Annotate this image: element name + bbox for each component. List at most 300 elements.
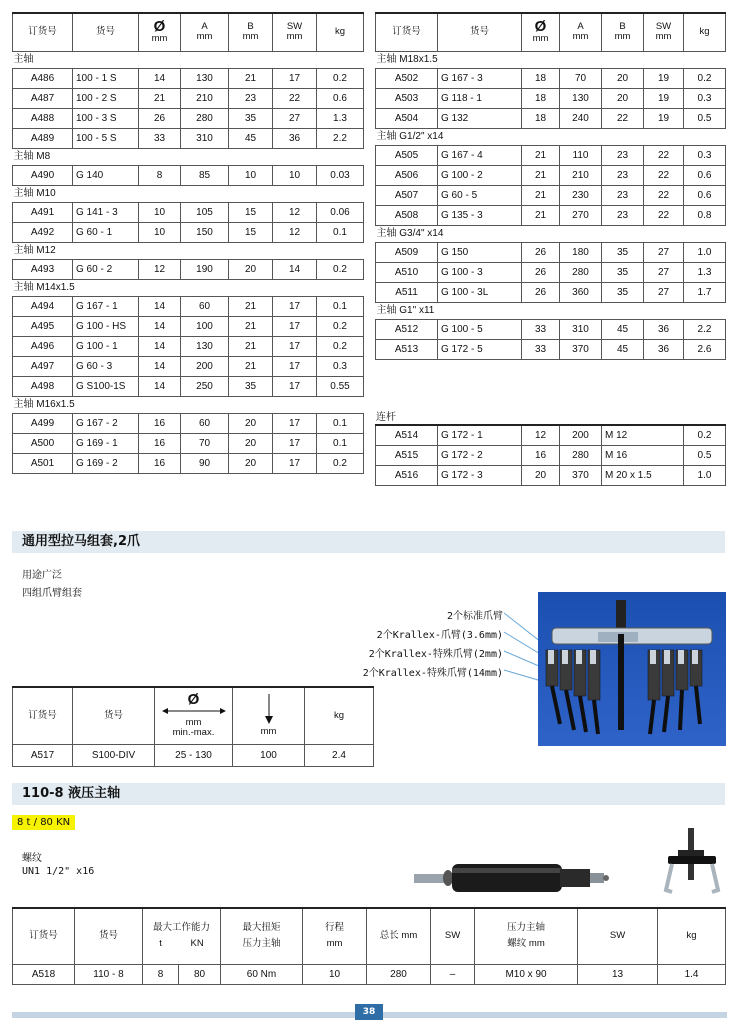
table-row xyxy=(13,165,364,185)
table-cell: A507 xyxy=(376,185,438,205)
col-kg: kg xyxy=(658,908,726,964)
table-cell: 26 xyxy=(139,108,181,128)
table-cell: 17 xyxy=(273,433,317,453)
table-cell: 17 xyxy=(273,336,317,356)
table-cell: 18 xyxy=(522,88,560,108)
table-cell: 21 xyxy=(522,145,560,165)
table-row xyxy=(13,202,364,222)
table-cell: 17 xyxy=(273,296,317,316)
table-cell: A498 xyxy=(13,376,73,396)
table-row xyxy=(13,356,364,376)
table-cell: 1.3 xyxy=(684,262,726,282)
table-cell: G 141 - 3 xyxy=(73,202,139,222)
col-header: kg xyxy=(684,13,726,51)
table-cell: 110 xyxy=(560,145,602,165)
table-cell: G 169 - 2 xyxy=(73,453,139,473)
table-cell: 17 xyxy=(273,356,317,376)
table-row: A517 S100-DIV 25 - 130 100 2.4 xyxy=(13,744,374,766)
section-label: 主轴 M10 xyxy=(13,188,56,199)
table-cell: 10 xyxy=(273,165,317,185)
table-row xyxy=(376,68,726,88)
col-header: SW mm xyxy=(273,13,317,51)
table-cell: 210 xyxy=(560,165,602,185)
table-cell: 270 xyxy=(560,205,602,225)
table-cell: 45 xyxy=(602,319,644,339)
table-cell: 23 xyxy=(229,88,273,108)
table-cell: G S100-1S xyxy=(73,376,139,396)
table-cell: 22 xyxy=(644,145,684,165)
table-cell: 23 xyxy=(602,205,644,225)
table-cell: G 167 - 3 xyxy=(438,68,522,88)
col-header: kg xyxy=(317,13,364,51)
table-row xyxy=(376,88,726,108)
table-cell: A488 xyxy=(13,108,73,128)
table-cell: 36 xyxy=(273,128,317,148)
section-row xyxy=(13,279,364,296)
table-cell: 27 xyxy=(644,282,684,302)
table-cell: 130 xyxy=(181,336,229,356)
table-cell: 17 xyxy=(273,316,317,336)
table-cell: 14 xyxy=(139,296,181,316)
table-cell: 10 xyxy=(139,202,181,222)
table-row xyxy=(13,433,364,453)
table-cell: 100 - 5 S xyxy=(73,128,139,148)
table-cell: 370 xyxy=(560,339,602,359)
table-cell: 1.0 xyxy=(684,465,726,485)
puller-with-spindle-photo xyxy=(662,828,722,898)
table-cell: 45 xyxy=(229,128,273,148)
col-header: SW mm xyxy=(644,13,684,51)
table-cell: G 118 - 1 xyxy=(438,88,522,108)
table-row xyxy=(376,108,726,128)
rod-section-title: 连杆 xyxy=(376,412,396,423)
table-cell: 0.8 xyxy=(684,205,726,225)
table-cell: 0.2 xyxy=(684,425,726,445)
table-cell: 8 xyxy=(139,165,181,185)
table-cell: 19 xyxy=(644,88,684,108)
table-cell: A501 xyxy=(13,453,73,473)
table-cell: 2.2 xyxy=(317,128,364,148)
diameter-icon: Ø xyxy=(153,18,166,36)
table-row xyxy=(13,376,364,396)
table-cell: 22 xyxy=(602,108,644,128)
table-cell: G 132 xyxy=(438,108,522,128)
table-cell: 1.0 xyxy=(684,242,726,262)
table-cell: G 60 - 1 xyxy=(73,222,139,242)
table-cell: 0.1 xyxy=(317,222,364,242)
thread-label: 螺纹 xyxy=(22,853,42,864)
table-cell: 17 xyxy=(273,413,317,433)
table-cell: 45 xyxy=(602,339,644,359)
table-cell: 23 xyxy=(602,185,644,205)
section-row xyxy=(13,51,364,68)
table-cell: 33 xyxy=(522,339,560,359)
table-cell: 22 xyxy=(273,88,317,108)
table-cell: A511 xyxy=(376,282,438,302)
hydraulic-spindle-photo xyxy=(410,860,610,896)
table-cell: 200 xyxy=(181,356,229,376)
table-cell: 21 xyxy=(229,68,273,88)
table-cell: 27 xyxy=(644,262,684,282)
table-cell: 20 xyxy=(522,465,560,485)
callout-2: 2个Krallex-爪臂(3.6mm) xyxy=(376,630,503,641)
puller-desc-2: 四组爪臂组套 xyxy=(22,588,82,599)
table-cell: G 172 - 5 xyxy=(438,339,522,359)
table-cell: G 100 - 2 xyxy=(438,165,522,185)
table-cell: 150 xyxy=(181,222,229,242)
table-row xyxy=(376,185,726,205)
table-cell: 21 xyxy=(229,356,273,376)
table-cell: A502 xyxy=(376,68,438,88)
table-row xyxy=(376,282,726,302)
table-cell: 26 xyxy=(522,282,560,302)
table-cell: 90 xyxy=(181,453,229,473)
table-cell: 180 xyxy=(560,242,602,262)
section-label: 主轴 G1" x11 xyxy=(376,305,435,316)
down-arrow-icon xyxy=(264,694,274,724)
section-label: 主轴 M8 xyxy=(13,151,51,162)
table-cell: G 60 - 3 xyxy=(73,356,139,376)
table-cell: 0.2 xyxy=(684,68,726,88)
section-row xyxy=(13,148,364,165)
col-header: 货号 xyxy=(438,13,522,51)
table-row xyxy=(376,242,726,262)
table-cell: A487 xyxy=(13,88,73,108)
table-cell: A491 xyxy=(13,202,73,222)
table-cell: A509 xyxy=(376,242,438,262)
table-cell: 27 xyxy=(273,108,317,128)
table-cell: 105 xyxy=(181,202,229,222)
table-row xyxy=(13,222,364,242)
table-row xyxy=(376,262,726,282)
table-cell: 310 xyxy=(560,319,602,339)
table-cell: 12 xyxy=(273,222,317,242)
table-cell: 70 xyxy=(560,68,602,88)
section-label: 主轴 G3/4" x14 xyxy=(376,228,444,239)
section-label: 主轴 xyxy=(13,54,34,65)
col-header: B mm xyxy=(229,13,273,51)
table-cell: 23 xyxy=(602,145,644,165)
table-cell: 0.6 xyxy=(684,165,726,185)
table-cell: 85 xyxy=(181,165,229,185)
table-row xyxy=(13,259,364,279)
table-cell: 100 - 3 S xyxy=(73,108,139,128)
table-cell: G 100 - HS xyxy=(73,316,139,336)
table-cell: G 172 - 2 xyxy=(438,445,522,465)
table-cell: 21 xyxy=(522,185,560,205)
table-cell: 18 xyxy=(522,108,560,128)
col-header: Ø mm xyxy=(139,13,181,51)
table-cell: 22 xyxy=(644,185,684,205)
table-cell: 0.1 xyxy=(317,413,364,433)
table-cell: 17 xyxy=(273,376,317,396)
col-header: A mm xyxy=(181,13,229,51)
section-label: 主轴 M14x1.5 xyxy=(13,282,75,293)
table-cell: 14 xyxy=(139,336,181,356)
section-row xyxy=(13,396,364,413)
table-cell: G 172 - 3 xyxy=(438,465,522,485)
table-cell: 100 xyxy=(181,316,229,336)
table-cell: 21 xyxy=(139,88,181,108)
spindle-table-left xyxy=(12,12,364,474)
table-cell: G 167 - 2 xyxy=(73,413,139,433)
table-cell: 12 xyxy=(273,202,317,222)
table-cell: 10 xyxy=(229,165,273,185)
table-cell: 20 xyxy=(229,413,273,433)
table-cell: 14 xyxy=(139,376,181,396)
table-cell: G 150 xyxy=(438,242,522,262)
table-cell: 19 xyxy=(644,68,684,88)
thread-value: UN1 1/2" x16 xyxy=(22,866,95,877)
table-cell: 60 xyxy=(181,413,229,433)
table-row xyxy=(13,108,364,128)
table-cell: A503 xyxy=(376,88,438,108)
callout-3: 2个Krallex-特殊爪臂(2mm) xyxy=(368,649,503,660)
table-cell: A494 xyxy=(13,296,73,316)
table-cell: A506 xyxy=(376,165,438,185)
table-cell: 21 xyxy=(229,336,273,356)
table-cell: G 100 - 1 xyxy=(73,336,139,356)
section-row xyxy=(376,51,726,68)
callout-4: 2个Krallex-特殊爪臂(14mm) xyxy=(362,668,503,679)
diameter-icon: Ø xyxy=(534,18,547,36)
table-cell: G 60 - 2 xyxy=(73,259,139,279)
table-cell: M 16 xyxy=(602,445,684,465)
col-kg: kg xyxy=(305,687,374,744)
table-cell: 35 xyxy=(602,262,644,282)
table-cell: 12 xyxy=(522,425,560,445)
table-cell: 360 xyxy=(560,282,602,302)
table-cell: A499 xyxy=(13,413,73,433)
table-cell: 33 xyxy=(139,128,181,148)
callout-1: 2个标准爪臂 xyxy=(446,611,503,622)
table-cell: A510 xyxy=(376,262,438,282)
col-header: Ø mm xyxy=(522,13,560,51)
table-cell: 14 xyxy=(139,356,181,376)
table-cell: 0.3 xyxy=(684,145,726,165)
table-cell: 21 xyxy=(229,316,273,336)
table-cell: A505 xyxy=(376,145,438,165)
table-cell: 16 xyxy=(139,433,181,453)
table-cell: 280 xyxy=(181,108,229,128)
table-cell: 130 xyxy=(560,88,602,108)
table-cell: 60 xyxy=(181,296,229,316)
table-cell: 16 xyxy=(139,453,181,473)
table-cell: 20 xyxy=(602,68,644,88)
col-capacity: 最大工作能力 t KN xyxy=(143,908,221,964)
table-row xyxy=(13,413,364,433)
table-cell: 12 xyxy=(139,259,181,279)
table-cell: 0.03 xyxy=(317,165,364,185)
table-cell: M 20 x 1.5 xyxy=(602,465,684,485)
col-header: 订货号 xyxy=(376,13,438,51)
table-cell: G 167 - 4 xyxy=(438,145,522,165)
table-row xyxy=(376,145,726,165)
col-depth: mm xyxy=(233,687,305,744)
table-cell: A489 xyxy=(13,128,73,148)
table-cell: 20 xyxy=(229,453,273,473)
table-cell: 33 xyxy=(522,319,560,339)
table-row xyxy=(13,453,364,473)
table-cell: 21 xyxy=(522,165,560,185)
table-cell: 240 xyxy=(560,108,602,128)
table-cell: 0.5 xyxy=(684,445,726,465)
table-cell: 0.06 xyxy=(317,202,364,222)
table-cell: M 12 xyxy=(602,425,684,445)
table-cell: 2.6 xyxy=(684,339,726,359)
table-cell: 0.5 xyxy=(684,108,726,128)
table-cell: 20 xyxy=(229,259,273,279)
table-cell: 23 xyxy=(602,165,644,185)
table-cell: 2.2 xyxy=(684,319,726,339)
section-row xyxy=(376,302,726,319)
section-row xyxy=(376,128,726,145)
table-row xyxy=(376,339,726,359)
table-cell: A516 xyxy=(376,465,438,485)
hydraulic-spindle-table xyxy=(12,907,726,985)
table-cell: 15 xyxy=(229,202,273,222)
table-cell: 250 xyxy=(181,376,229,396)
table-cell: 15 xyxy=(229,222,273,242)
table-row xyxy=(13,296,364,316)
table-row xyxy=(376,445,726,465)
col-item-no: 货号 xyxy=(75,908,143,964)
col-header: 订货号 xyxy=(13,13,73,51)
section-row xyxy=(13,242,364,259)
table-cell: 14 xyxy=(139,68,181,88)
table-cell: 0.55 xyxy=(317,376,364,396)
table-cell: 0.2 xyxy=(317,68,364,88)
col-header: B mm xyxy=(602,13,644,51)
puller-desc-1: 用途广泛 xyxy=(22,570,62,581)
table-cell: 10 xyxy=(139,222,181,242)
section-row xyxy=(376,225,726,242)
table-cell: A486 xyxy=(13,68,73,88)
table-cell: 210 xyxy=(181,88,229,108)
table-cell: A515 xyxy=(376,445,438,465)
col-order-no: 订货号 xyxy=(13,687,73,744)
table-cell: 35 xyxy=(229,108,273,128)
capacity-badge: 8 t / 80 KN xyxy=(12,815,75,830)
table-row xyxy=(13,68,364,88)
table-cell: 36 xyxy=(644,339,684,359)
section-row xyxy=(13,185,364,202)
spindle-table-right xyxy=(375,12,726,360)
table-row: A518 110 - 8 8 80 60 Nm 10 280 – M10 x 90 13 1.4 xyxy=(13,964,726,984)
puller-set-photo xyxy=(538,592,726,746)
table-cell: 1.7 xyxy=(684,282,726,302)
table-cell: 22 xyxy=(644,165,684,185)
table-cell: 310 xyxy=(181,128,229,148)
section-label: 主轴 M18x1.5 xyxy=(376,54,438,65)
table-cell: 100 - 1 S xyxy=(73,68,139,88)
table-cell: 200 xyxy=(560,425,602,445)
diameter-icon: Ø xyxy=(187,691,200,709)
table-cell: A490 xyxy=(13,165,73,185)
table-cell: 1.3 xyxy=(317,108,364,128)
table-row xyxy=(13,316,364,336)
table-cell: 0.6 xyxy=(684,185,726,205)
table-cell: 0.2 xyxy=(317,336,364,356)
col-stroke: 行程 mm xyxy=(303,908,367,964)
table-cell: 16 xyxy=(139,413,181,433)
table-cell: A495 xyxy=(13,316,73,336)
rod-table xyxy=(375,424,726,486)
table-cell: 26 xyxy=(522,262,560,282)
table-cell: 370 xyxy=(560,465,602,485)
section-label: 主轴 M12 xyxy=(13,245,56,256)
section-title-puller-set: 通用型拉马组套,2爪 xyxy=(12,531,725,553)
table-cell: 14 xyxy=(139,316,181,336)
section-title-hydraulic-spindle: 110-8 液压主轴 xyxy=(12,783,725,805)
table-cell: 190 xyxy=(181,259,229,279)
section-label: 主轴 M16x1.5 xyxy=(13,399,75,410)
table-row xyxy=(376,465,726,485)
table-cell: 16 xyxy=(522,445,560,465)
table-row xyxy=(376,319,726,339)
table-cell: 100 - 2 S xyxy=(73,88,139,108)
col-header: 货号 xyxy=(73,13,139,51)
table-cell: 14 xyxy=(273,259,317,279)
table-cell: 0.3 xyxy=(317,356,364,376)
table-cell: G 100 - 3L xyxy=(438,282,522,302)
table-row xyxy=(376,165,726,185)
table-cell: 0.1 xyxy=(317,296,364,316)
table-cell: 0.2 xyxy=(317,259,364,279)
table-cell: G 100 - 3 xyxy=(438,262,522,282)
puller-set-table xyxy=(12,686,374,767)
col-sw: SW xyxy=(431,908,475,964)
table-cell: A512 xyxy=(376,319,438,339)
col-sw2: SW xyxy=(578,908,658,964)
table-cell: A514 xyxy=(376,425,438,445)
table-row xyxy=(13,336,364,356)
table-row xyxy=(376,425,726,445)
col-torque: 最大扭矩 压力主轴 xyxy=(221,908,303,964)
table-cell: 0.3 xyxy=(684,88,726,108)
section-label: 主轴 G1/2" x14 xyxy=(376,131,444,142)
table-cell: 70 xyxy=(181,433,229,453)
col-item-no: 货号 xyxy=(73,687,155,744)
table-cell: G 172 - 1 xyxy=(438,425,522,445)
table-cell: G 60 - 5 xyxy=(438,185,522,205)
table-cell: G 167 - 1 xyxy=(73,296,139,316)
table-cell: 280 xyxy=(560,262,602,282)
table-cell: 26 xyxy=(522,242,560,262)
table-cell: 18 xyxy=(522,68,560,88)
table-cell: 0.1 xyxy=(317,433,364,453)
table-cell: 21 xyxy=(229,296,273,316)
page-number: 38 xyxy=(355,1004,383,1020)
table-cell: A500 xyxy=(13,433,73,453)
col-order-no: 订货号 xyxy=(13,908,75,964)
table-cell: A513 xyxy=(376,339,438,359)
table-cell: 35 xyxy=(602,242,644,262)
table-cell: 0.2 xyxy=(317,453,364,473)
double-arrow-icon xyxy=(162,708,226,714)
table-row xyxy=(13,88,364,108)
table-cell: G 140 xyxy=(73,165,139,185)
table-cell: 21 xyxy=(522,205,560,225)
col-spindle-thread: 压力主轴 螺纹 mm xyxy=(475,908,578,964)
table-cell: 130 xyxy=(181,68,229,88)
table-cell: A492 xyxy=(13,222,73,242)
table-cell: A496 xyxy=(13,336,73,356)
table-cell: 17 xyxy=(273,68,317,88)
col-length: 总长 mm xyxy=(367,908,431,964)
table-cell: 230 xyxy=(560,185,602,205)
table-cell: 0.6 xyxy=(317,88,364,108)
